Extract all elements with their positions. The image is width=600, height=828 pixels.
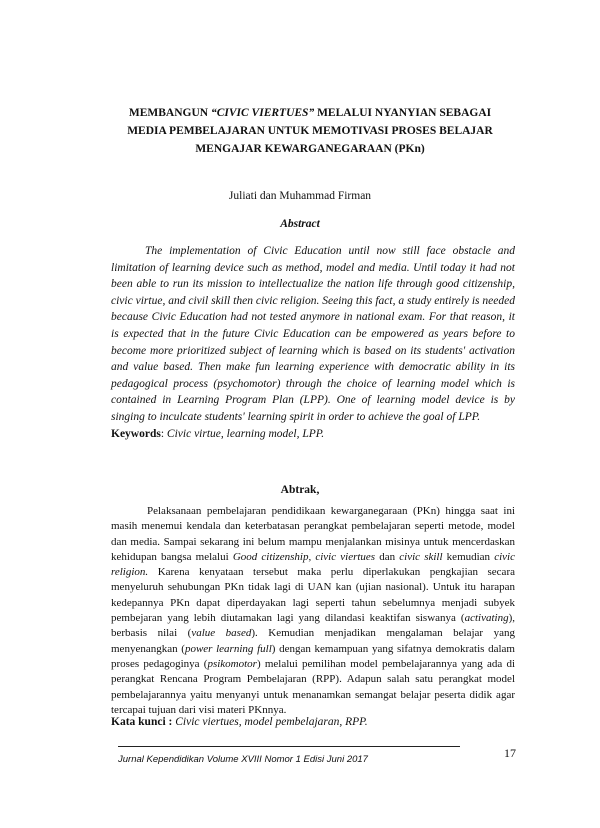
footer-rule bbox=[118, 746, 460, 747]
title-line-1: MEMBANGUN “CIVIC VIERTUES” MELALUI NYANYIAN SEBAGAI bbox=[128, 107, 492, 119]
keywords-value: Civic virtue, learning model, LPP. bbox=[166, 428, 325, 440]
title-line-2: MEDIA PEMBELAJARAN UNTUK MEMOTIVASI PROSES BELAJAR bbox=[127, 125, 493, 137]
kata-kunci-value: Civic viertues, model pembelajaran, RPP. bbox=[172, 716, 368, 728]
paper-title bbox=[100, 104, 520, 158]
abstract-text: The implementation of Civic Education until now still face obstacle and limitation of learning device such as method, model and media. Until today it had not been able to run its mission to intellectualize the nation life through good citizenship, civic virtue, and civil skill then civic religion. Seeing this fact, a study entirely is needed because Civic Education had not tested anymore in national exam. For that reason, it is expected that in the future Civic Education can be empowered as years before to become more prioritized subject of learning which is based on its students' activation and value based. Then make fun learning experience with democratic ability in its pedagogical process (psychomotor) through the choice of learning model which is contained in Learning Program Plan (LPP). One of learning model device is by singing to inculcate students' learning spirit in order to achieve the goal of LPP. bbox=[111, 245, 515, 423]
authors: Juliati dan Muhammad Firman bbox=[228, 190, 372, 202]
page-number: 17 bbox=[504, 746, 516, 760]
keywords: Keywords: Civic virtue, learning model, LPP. bbox=[111, 428, 325, 440]
kata-kunci-label: Kata kunci : bbox=[111, 716, 173, 728]
journal-footer: Jurnal Kependidikan Volume XVIII Nomor 1 Edisi Juni 2017 bbox=[118, 754, 368, 765]
title-civic-viertues: “CIVIC VIERTUES” bbox=[210, 107, 315, 119]
title-line-3: MENGAJAR KEWARGANEGARAAN (PKn) bbox=[195, 143, 425, 155]
abtrak-text: Pelaksanaan pembelajaran pendidikaan kewarganegaraan (PKn) hingga saat ini masih menemui kendala dan keterbatasan perangkat pembelajaran seperti metode, model dan media. Sampai sekarang ini belum mampu menjalankan misinya untuk mencerdaskan kehidupan bangsa melalui Good citizenship, civic viertues dan civic skill kemudian civic religion. Karena kenyataan tersebut maka perlu diperlakukan pengkajian secara menyeluruh sehubungan PKn tidak lagi di UAN kan (ujian nasional). Untuk itu harapan kedepannya PKn dapat diperdayakan lagi seperti tahun sebelumnya menjadi subyek pembejaran yang lebih diutamakan lagi yang dilandasi keaktifan siswanya (activating), berbasis nilai (value based). Kemudian menjadikan mengalaman belajar yang menyenangkan (power learning full) dengan kemampuan yang sifatnya demokratis dalam proses pedagoginya (psikomotor) melalui pemilihan model pembelajarannya yang ada di perangkat Rencana Program Pembelajaran (RPP). Adapun salah satu perangkat model pembelajarannya yaitu menyanyi untuk menanamkan semangat belajar peserta didik agar tercapai tujuan dari visi materi PKnnya. bbox=[111, 505, 515, 716]
abtrak-heading: Abtrak, bbox=[280, 484, 320, 496]
kata-kunci bbox=[111, 716, 368, 728]
abstract-heading: Abstract bbox=[280, 218, 320, 230]
keywords-label: Keywords bbox=[111, 428, 161, 440]
